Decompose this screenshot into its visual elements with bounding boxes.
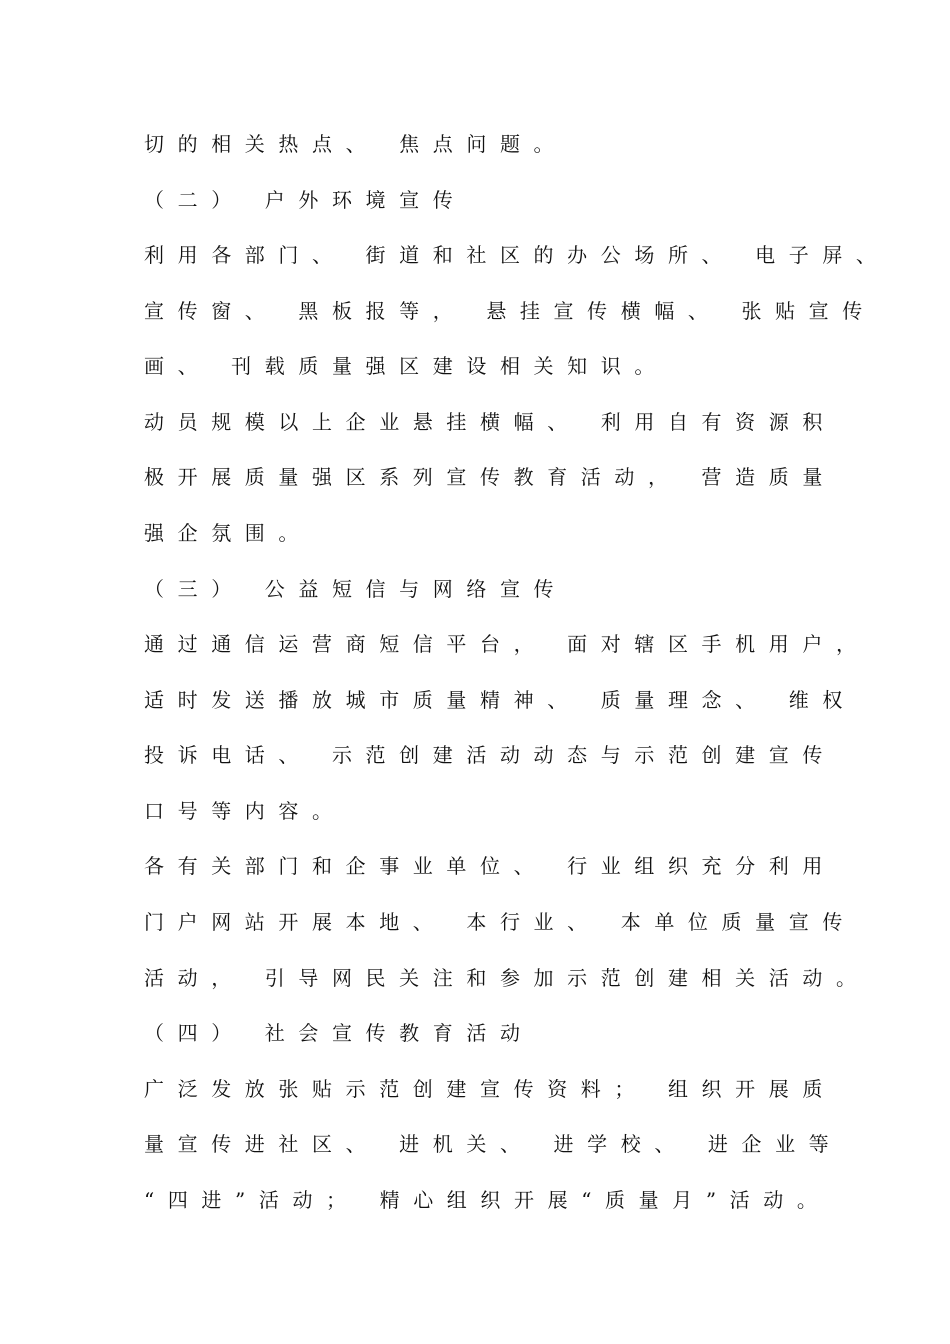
section-heading: （三） 公益短信与网络宣传 (144, 577, 568, 601)
section-heading: （二） 户外环境宣传 (144, 188, 467, 212)
text-line: 广泛发放张贴示范创建宣传资料； 组织开展质 (144, 1077, 836, 1101)
text-line: 各有关部门和企事业单位、 行业组织充分利用 (144, 854, 836, 878)
text-line: 极开展质量强区系列宣传教育活动， 营造质量 (144, 465, 836, 489)
text-line: 画、 刊载质量强区建设相关知识。 (144, 354, 668, 378)
text-line: 利用各部门、 街道和社区的办公场所、 电子屏、 (144, 243, 890, 267)
text-line: 量宣传进社区、 进机关、 进学校、 进企业等 (144, 1132, 843, 1156)
text-line: 宣传窗、 黑板报等， 悬挂宣传横幅、 张贴宣传 (144, 299, 876, 323)
text-line: 门户网站开展本地、 本行业、 本单位质量宣传 (144, 910, 856, 934)
text-line: “四进”活动； 精心组织开展“质量月”活动。 (144, 1188, 831, 1212)
text-line: 口号等内容。 (144, 799, 346, 823)
text-line: 动员规模以上企业悬挂横幅、 利用自有资源积 (144, 410, 836, 434)
text-line: 强企氛围。 (144, 521, 312, 545)
text-line: 投诉电话、 示范创建活动动态与示范创建宣传 (144, 743, 836, 767)
text-line: 适时发送播放城市质量精神、 质量理念、 维权 (144, 688, 856, 712)
text-line: 活动， 引导网民关注和参加示范创建相关活动。 (144, 966, 870, 990)
text-line: 切的相关热点、 焦点问题。 (144, 132, 568, 156)
section-heading: （四） 社会宣传教育活动 (144, 1021, 534, 1045)
text-line: 通过通信运营商短信平台， 面对辖区手机用户， (144, 632, 870, 656)
